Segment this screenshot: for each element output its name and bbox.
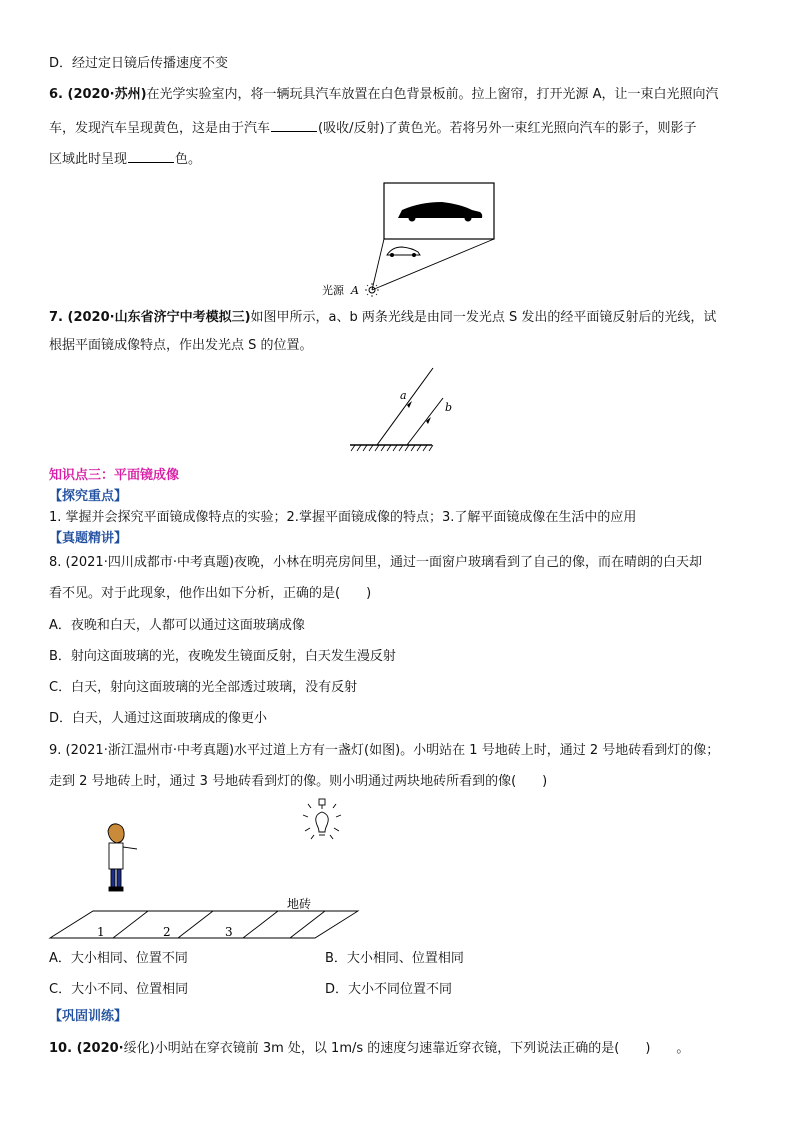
q8-option-b: B．射向这面玻璃的光，夜晚发生镜面反射，白天发生漫反射 bbox=[49, 649, 396, 664]
q9-option-c: C．大小不同、位置相同 bbox=[49, 982, 189, 997]
q8-option-c: C．白天，射向这面玻璃的光全部透过玻璃，没有反射 bbox=[49, 680, 358, 695]
q7-source: (2020·山东省济宁中考模拟三) bbox=[67, 310, 251, 325]
q7-line1 bbox=[49, 310, 716, 326]
q7-number: 7. bbox=[49, 310, 68, 325]
lamp-icon bbox=[303, 799, 341, 839]
q8-option-a: A．夜晚和白天，人都可以通过这面玻璃成像 bbox=[49, 618, 305, 633]
q9-option-a: A．大小相同、位置不同 bbox=[49, 951, 188, 966]
ray-b-label: b bbox=[445, 401, 453, 414]
tag-practice: 【巩固训练】 bbox=[49, 1009, 128, 1024]
q6-text-d: 色。 bbox=[175, 152, 202, 167]
mirror-rays-figure bbox=[345, 365, 453, 460]
q10-text: )小明站在穿衣镜前 3m 处，以 1m/s 的速度匀速靠近穿衣镜，下列说法正确的是( ) 。 bbox=[149, 1041, 690, 1056]
q10-line1 bbox=[49, 1041, 689, 1057]
ray-b bbox=[407, 398, 443, 445]
q8-line1: 8. (2021·四川成都市·中考真题)夜晚，小林在明亮房间里，通过一面窗户玻璃看到了自己的像，而在晴朗的白天却 bbox=[49, 555, 703, 570]
q6-line1 bbox=[49, 87, 719, 103]
q6-text-c: 区域此时呈现 bbox=[49, 152, 128, 167]
tile-number-2: 2 bbox=[163, 925, 171, 939]
light-source-label: 光源 bbox=[322, 284, 344, 297]
light-source-letter: A bbox=[351, 284, 359, 297]
q7-text: 如图甲所示，a、b 两条光线是由同一发光点 S 发出的经平面镜反射后的光线，试 bbox=[250, 310, 717, 325]
explore-text: 1. 掌握并会探究平面镜成像特点的实验；2.掌握平面镜成像的特点；3.了解平面镜成像在生活中的应用 bbox=[49, 510, 637, 525]
q6-text-a: 车，发现汽车呈现黄色，这是由于汽车 bbox=[49, 121, 271, 136]
q6-source: (2020·苏州) bbox=[67, 87, 147, 102]
floor-tiles-figure bbox=[45, 795, 365, 945]
tag-real-exam: 【真题精讲】 bbox=[49, 531, 128, 546]
q6-text: 在光学实验室内，将一辆玩具汽车放置在白色背景板前。拉上窗帘，打开光源 A，让一束白光照向汽 bbox=[146, 87, 719, 102]
tile-number-3: 3 bbox=[225, 925, 233, 939]
q6-line3 bbox=[49, 150, 201, 168]
q6-line2 bbox=[49, 119, 697, 137]
q10-number: 10. bbox=[49, 1041, 77, 1056]
q10-source-city: 绥化 bbox=[123, 1041, 150, 1056]
q5-option-d: D．经过定日镜后传播速度不变 bbox=[49, 56, 229, 71]
car-light-figure bbox=[320, 180, 500, 300]
q9-line2: 走到 2 号地砖上时，通过 3 号地砖看到灯的像。则小明通过两块地砖所看到的像( ) bbox=[49, 774, 548, 789]
q6-blank-2[interactable] bbox=[128, 150, 174, 163]
q9-option-b: B．大小相同、位置相同 bbox=[325, 951, 464, 966]
q6-number: 6. bbox=[49, 87, 68, 102]
section-title: 知识点三：平面镜成像 bbox=[49, 468, 180, 483]
q9-line1: 9. (2021·浙江温州市·中考真题)水平过道上方有一盏灯(如图)。小明站在 1 号地砖上时，通过 2 号地砖看到灯的像； bbox=[49, 743, 720, 758]
tile-number-1: 1 bbox=[97, 925, 105, 939]
q6-text-b: (吸收/反射)了黄色光。若将另外一束红光照向汽车的影子，则影子 bbox=[318, 121, 697, 136]
q8-option-d: D．白天，人通过这面玻璃成的像更小 bbox=[49, 711, 268, 726]
q7-line2: 根据平面镜成像特点，作出发光点 S 的位置。 bbox=[49, 338, 313, 353]
tag-explore: 【探究重点】 bbox=[49, 489, 128, 504]
q9-option-d: D．大小不同位置不同 bbox=[325, 982, 453, 997]
q10-source: (2020· bbox=[76, 1041, 124, 1056]
xiaoming-figure bbox=[108, 824, 137, 891]
ray-a-label: a bbox=[400, 389, 407, 402]
q6-blank-1[interactable] bbox=[271, 119, 317, 132]
floor-tile-label: 地砖 bbox=[287, 897, 312, 911]
q8-line2: 看不见。对于此现象，他作出如下分析，正确的是( ) bbox=[49, 586, 372, 601]
ray-a bbox=[377, 368, 433, 445]
